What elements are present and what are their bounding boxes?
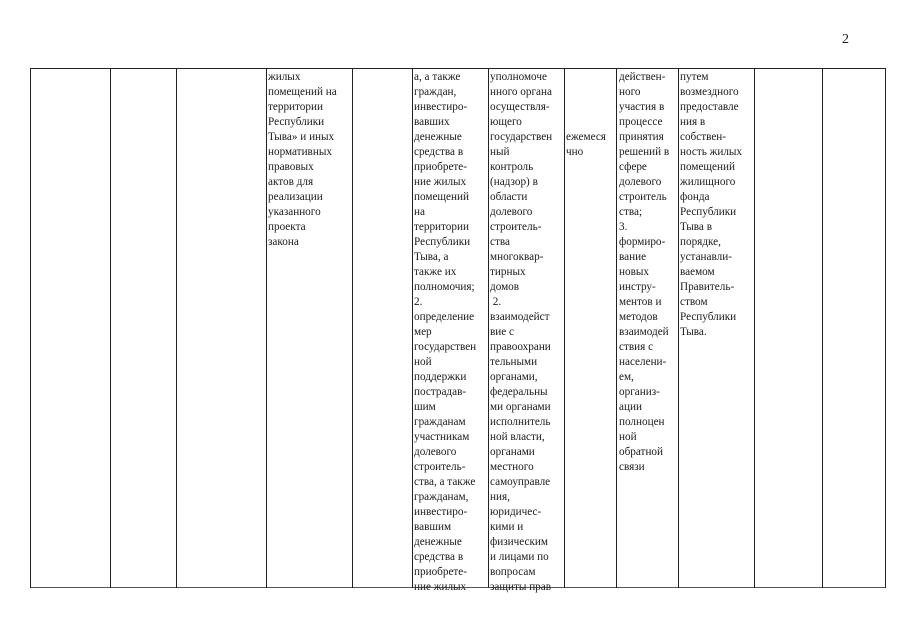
cell-text-line: физическим xyxy=(490,536,548,548)
cell-text-line: государствен xyxy=(490,131,553,143)
cell-text-line: ства; xyxy=(619,206,643,218)
cell-text-line: ной власти, xyxy=(490,431,545,443)
cell-text-line: поддержки xyxy=(414,371,467,383)
cell-text-line: ние жилых xyxy=(414,176,467,188)
column-divider xyxy=(30,68,31,588)
cell-text-line: ваемом xyxy=(680,266,715,278)
cell-text-line: граждан, xyxy=(414,86,457,98)
cell-text-line: защиты прав xyxy=(490,581,552,593)
cell-text-line: ния в xyxy=(680,116,706,128)
cell-text-line: участникам xyxy=(414,431,470,443)
cell-text-line: домов xyxy=(490,281,520,293)
cell-text-line: (надзор) в xyxy=(490,176,538,188)
cell-text-line: участия в xyxy=(619,101,665,113)
cell-text-line: процессе xyxy=(619,116,663,128)
cell-text-line: Тыва» и иных xyxy=(268,131,335,143)
cell-text-line: пострадав- xyxy=(414,386,467,398)
cell-text-line: вание xyxy=(619,251,647,263)
cell-text-line: шим xyxy=(414,401,436,413)
cell-text-line: нного органа xyxy=(490,86,552,98)
cell-text-line: Тыва, а xyxy=(414,251,449,263)
cell-text-line: вавших xyxy=(414,116,450,128)
cell-text-line: ния, xyxy=(490,491,510,503)
cell-text-line: сфере xyxy=(619,161,647,173)
cell-text-line: определение xyxy=(414,311,475,323)
cell-text-line: территории xyxy=(414,221,469,233)
cell-text-line: и лицами по xyxy=(490,551,549,563)
cell-text-line: полномочия; xyxy=(414,281,475,293)
cell-text-line: актов для xyxy=(268,176,314,188)
cell-column-9 xyxy=(619,70,669,475)
cell-column-10 xyxy=(680,70,742,340)
cell-text-line: вавшим xyxy=(414,521,452,533)
cell-text-line: местного xyxy=(490,461,534,473)
cell-text-line: путем xyxy=(680,71,709,83)
cell-text-line: ствия с xyxy=(619,341,654,353)
column-divider xyxy=(822,68,823,588)
column-divider xyxy=(754,68,755,588)
cell-text-line xyxy=(566,70,606,85)
cell-text-line: ного xyxy=(619,86,641,98)
cell-text-line: устанавли- xyxy=(680,251,732,263)
cell-text-line: тирных xyxy=(490,266,526,278)
cell-text-line: помещений на xyxy=(268,86,337,98)
cell-text-line: строитель- xyxy=(414,461,466,473)
cell-text-line: принятия xyxy=(619,131,664,143)
cell-text-line: на xyxy=(414,206,425,218)
column-divider xyxy=(110,68,111,588)
cell-text-line: долевого xyxy=(490,206,533,218)
cell-text-line: указанного xyxy=(268,206,321,218)
cell-text-line: приобрете- xyxy=(414,566,467,578)
cell-text-line: ством xyxy=(680,296,708,308)
cell-text-line: решений в xyxy=(619,146,670,158)
cell-text-line: правовых xyxy=(268,161,314,173)
column-divider xyxy=(266,68,267,588)
cell-text-line: ной xyxy=(414,356,432,368)
table-top-border xyxy=(30,68,886,69)
cell-column-8 xyxy=(566,70,606,160)
cell-text-line: территории xyxy=(268,101,323,113)
cell-text-line: ность жилых xyxy=(680,146,743,158)
cell-text-line: порядке, xyxy=(680,236,721,248)
cell-text-line: Тыва. xyxy=(680,326,707,338)
cell-text-line: ние жилых xyxy=(414,581,467,593)
cell-text-line: денежные xyxy=(414,536,462,548)
cell-text-line: долевого xyxy=(414,446,457,458)
cell-text-line: многоквар- xyxy=(490,251,544,263)
cell-text-line: Правитель- xyxy=(680,281,735,293)
cell-text-line: контроль xyxy=(490,161,534,173)
cell-text-line: фонда xyxy=(680,191,710,203)
cell-text-line: взаимодей xyxy=(619,326,669,338)
column-divider xyxy=(564,68,565,588)
cell-text-line: помещений xyxy=(680,161,735,173)
cell-text-line: приобрете- xyxy=(414,161,467,173)
cell-text-line: ства, а также xyxy=(414,476,476,488)
cell-column-7 xyxy=(490,70,552,595)
cell-text-line xyxy=(566,115,606,130)
page-number: 2 xyxy=(842,32,849,47)
cell-text-line: инстру- xyxy=(619,281,656,293)
cell-text-line: федеральны xyxy=(490,386,548,398)
cell-text-line: государствен xyxy=(414,341,477,353)
cell-text-line: ем, xyxy=(619,371,634,383)
cell-text-line: реализации xyxy=(268,191,323,203)
cell-text-line: самоуправле xyxy=(490,476,551,488)
column-divider xyxy=(352,68,353,588)
cell-text-line: помещений xyxy=(414,191,469,203)
cell-text-line: вие с xyxy=(490,326,514,338)
cell-text-line: ной xyxy=(619,431,637,443)
cell-text-line: денежные xyxy=(414,131,462,143)
cell-text-line: взаимодейст xyxy=(490,311,550,323)
cell-text-line: предоставле xyxy=(680,101,739,113)
cell-text-line: связи xyxy=(619,461,645,473)
cell-text-line: гражданам xyxy=(414,416,466,428)
cell-text-line: средства в xyxy=(414,551,464,563)
cell-text-line: обратной xyxy=(619,446,664,458)
cell-text-line: Республики xyxy=(414,236,471,248)
cell-text-line: Республики xyxy=(268,116,325,128)
cell-text-line: ации xyxy=(619,401,642,413)
cell-text-line: кими и xyxy=(490,521,524,533)
cell-text-line: уполномоче xyxy=(490,71,547,83)
cell-text-line: осуществля- xyxy=(490,101,550,113)
column-divider xyxy=(885,68,886,588)
table-frame xyxy=(30,68,886,593)
cell-text-line: долевого xyxy=(619,176,662,188)
cell-text-line: жилищного xyxy=(680,176,736,188)
cell-text-line: области xyxy=(490,191,528,203)
cell-column-6 xyxy=(414,70,476,595)
cell-text-line: формиро- xyxy=(619,236,666,248)
cell-text-line xyxy=(566,100,606,115)
cell-text-line: организ- xyxy=(619,386,660,398)
column-divider xyxy=(616,68,617,588)
cell-text-line: Тыва в xyxy=(680,221,712,233)
cell-text-line: Республики xyxy=(680,311,737,323)
cell-text-line: нормативных xyxy=(268,146,332,158)
cell-text-line: закона xyxy=(268,236,299,248)
cell-text-line: методов xyxy=(619,311,658,323)
cell-text-line: инвестиро- xyxy=(414,101,468,113)
column-divider xyxy=(488,68,489,588)
cell-text-line: юридичес- xyxy=(490,506,542,518)
cell-text-line: 2. xyxy=(414,296,423,308)
cell-text-line: 2. xyxy=(490,296,502,308)
cell-text-line: возмездного xyxy=(680,86,739,98)
cell-text-line xyxy=(566,85,606,100)
cell-text-line: ми органами xyxy=(490,401,551,413)
cell-text-line: ства xyxy=(490,236,510,248)
cell-text-line: мер xyxy=(414,326,432,338)
cell-text-line: исполнитель xyxy=(490,416,551,428)
cell-text-line: новых xyxy=(619,266,649,278)
cell-text-line: органами xyxy=(490,446,535,458)
cell-text-line: населени- xyxy=(619,356,667,368)
cell-text-line: также их xyxy=(414,266,457,278)
cell-text-line: собствен- xyxy=(680,131,727,143)
cell-text-line: инвестиро- xyxy=(414,506,468,518)
cell-text-line: ежемеся xyxy=(566,131,606,143)
column-divider xyxy=(412,68,413,588)
cell-text-line: жилых xyxy=(268,71,301,83)
cell-text-line: ментов и xyxy=(619,296,662,308)
cell-text-line: строитель- xyxy=(490,221,542,233)
cell-text-line: ющего xyxy=(490,116,522,128)
cell-text-line: ный xyxy=(490,146,510,158)
cell-text-line: правоохрани xyxy=(490,341,551,353)
cell-text-line: действен- xyxy=(619,71,666,83)
cell-text-line: а, а также xyxy=(414,71,461,83)
cell-text-line: органами, xyxy=(490,371,538,383)
column-divider xyxy=(176,68,177,588)
cell-text-line: строитель xyxy=(619,191,667,203)
cell-text-line: полноцен xyxy=(619,416,665,428)
cell-text-line: средства в xyxy=(414,146,464,158)
cell-text-line: гражданам, xyxy=(414,491,469,503)
cell-text-line: тельными xyxy=(490,356,538,368)
cell-text-line: проекта xyxy=(268,221,306,233)
cell-column-4 xyxy=(268,70,337,250)
cell-text-line: Республики xyxy=(680,206,737,218)
cell-text-line: вопросам xyxy=(490,566,536,578)
column-divider xyxy=(678,68,679,588)
cell-text-line: 3. xyxy=(619,221,628,233)
cell-text-line: чно xyxy=(566,146,584,158)
